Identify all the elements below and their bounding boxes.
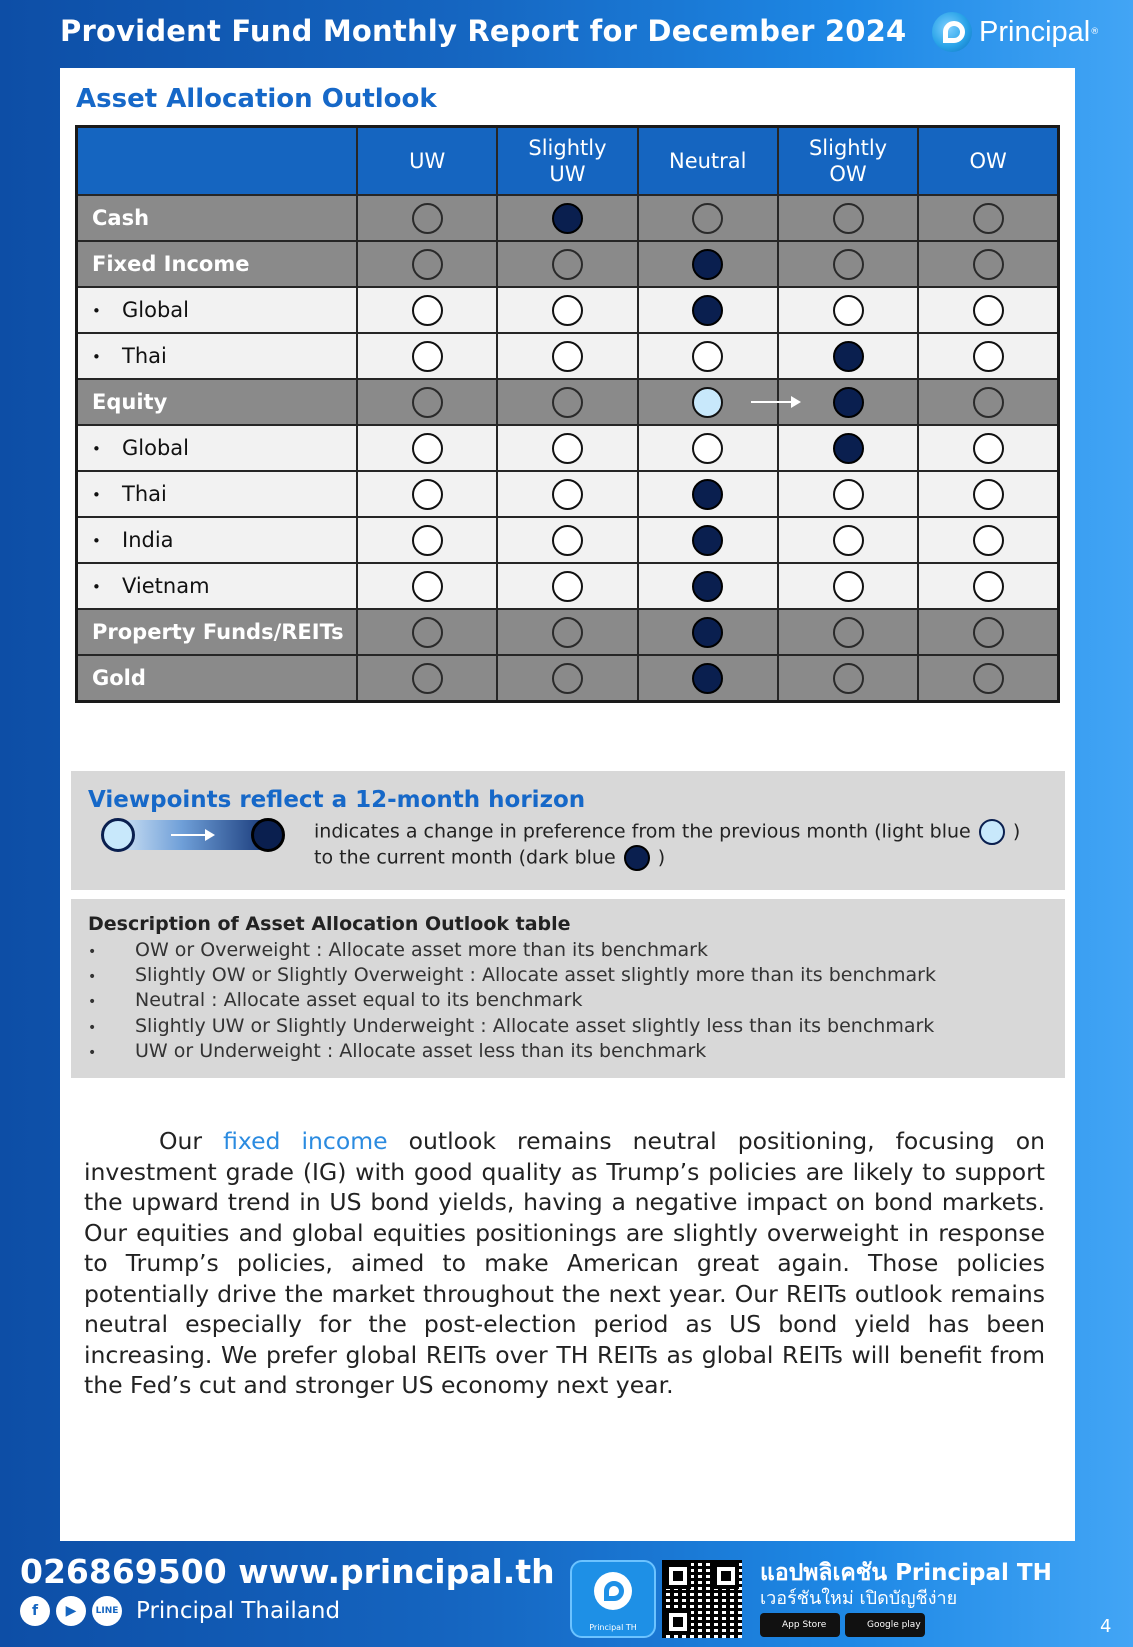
column-header: Slightly OW [778,127,918,196]
page-number: 4 [1100,1616,1112,1637]
allocation-cell [638,609,778,655]
empty-circle-icon [552,617,583,648]
allocation-table [75,125,1060,703]
table-row [77,609,1059,655]
allocation-cell [918,609,1058,655]
empty-circle-icon [412,525,443,556]
legend-line: indicates a change in preference from the previous month (light blue ) [314,819,1020,845]
empty-circle-icon [973,617,1004,648]
empty-circle-icon [412,387,443,418]
empty-circle-icon [552,341,583,372]
empty-circle-icon [973,571,1004,602]
empty-circle-icon [833,295,864,326]
line-icon[interactable]: LINE [92,1596,122,1626]
allocation-cell [638,517,778,563]
column-header: OW [918,127,1058,196]
empty-circle-icon [412,249,443,280]
description-title: Description of Asset Allocation Outlook table [88,913,571,935]
allocation-cell [357,287,497,333]
allocation-cell [778,655,918,702]
allocation-cell [918,563,1058,609]
social-links [20,1596,340,1626]
principal-logo-icon [932,12,972,52]
list-item: • Neutral : Allocate asset equal to its benchmark [88,989,583,1012]
table-row [77,655,1059,702]
allocation-cell [638,287,778,333]
list-item: • UW or Underweight : Allocate asset less than its benchmark [88,1039,707,1062]
allocation-cell [918,517,1058,563]
table-row [77,195,1059,241]
empty-circle-icon [833,249,864,280]
table-row [77,563,1059,609]
row-label: • Global [77,287,358,333]
empty-circle-icon [552,571,583,602]
allocation-cell [638,471,778,517]
allocation-cell [357,241,497,287]
allocation-cell [778,195,918,241]
empty-circle-icon [412,341,443,372]
row-label: • Global [77,425,358,471]
allocation-cell [778,287,918,333]
google-play-badge[interactable]: Google play [845,1613,925,1637]
selected-circle-icon [692,617,723,648]
allocation-cell [357,425,497,471]
allocation-cell [357,195,497,241]
app-tile[interactable] [570,1560,656,1638]
allocation-cell [778,241,918,287]
allocation-cell [357,563,497,609]
allocation-cell [497,333,637,379]
empty-circle-icon [552,249,583,280]
row-label: • India [77,517,358,563]
empty-circle-icon [973,525,1004,556]
empty-circle-icon [552,387,583,418]
empty-circle-icon [973,249,1004,280]
outlook-paragraph: Our fixed income outlook remains neutral positioning, focusing on investment grade (IG) with good quality as Trump’s policies are likely to support the upward trend in US bond yields, having a negative impact on bond markets. Our equities and global equities positionings are slightly overweight in response to Trump’s policies, aimed to make American great again. Those policies potentially drive the market throughout the next year. Our REITs outlook remains neutral especially for the post-election period as US bond yield has been increasing. We prefer global REITs over TH REITs as global REITs will benefit from the Fed’s cut and stronger US economy next year. [84,1127,1046,1399]
empty-circle-icon [692,203,723,234]
allocation-cell [638,655,778,702]
allocation-cell [638,195,778,241]
allocation-cell [778,609,918,655]
change-indicator [101,820,281,850]
empty-circle-icon [833,479,864,510]
allocation-cell [918,471,1058,517]
legend-line: to the current month (dark blue ) [314,845,665,871]
row-label: Property Funds/REITs [77,609,358,655]
app-tile-caption: Principal TH [589,1623,637,1632]
table-corner [77,127,358,196]
allocation-cell [638,563,778,609]
table-row [77,471,1059,517]
allocation-cell [778,471,918,517]
table-row [77,517,1059,563]
allocation-cell [357,655,497,702]
selected-circle-icon [692,525,723,556]
qr-code-icon [662,1560,742,1638]
selected-circle-icon [833,433,864,464]
row-label: Cash [77,195,358,241]
allocation-cell [357,379,497,425]
empty-circle-icon [412,479,443,510]
app-title: แอปพลิเคชัน Principal TH [760,1560,1052,1586]
allocation-cell [918,287,1058,333]
selected-circle-icon [692,295,723,326]
allocation-cell [357,517,497,563]
legend-title: Viewpoints reflect a 12-month horizon [88,787,586,813]
row-label: • Thai [77,471,358,517]
empty-circle-icon [833,617,864,648]
allocation-cell [778,517,918,563]
empty-circle-icon [412,433,443,464]
highlight-term: fixed income [223,1127,388,1155]
empty-circle-icon [412,663,443,694]
selected-circle-icon [692,249,723,280]
allocation-cell [357,471,497,517]
empty-circle-icon [412,571,443,602]
report-page [60,68,1075,1541]
list-item: • Slightly OW or Slightly Overweight : Allocate asset slightly more than its benchmark [88,964,936,987]
list-item: • OW or Overweight : Allocate asset more than its benchmark [88,939,708,961]
empty-circle-icon [552,295,583,326]
description-list [88,938,936,1064]
allocation-cell [918,333,1058,379]
allocation-cell [497,655,637,702]
empty-circle-icon [973,663,1004,694]
description-box [71,899,1065,1078]
allocation-cell [357,609,497,655]
allocation-cell [778,379,918,425]
allocation-cell [497,471,637,517]
allocation-cell [497,241,637,287]
empty-circle-icon [412,203,443,234]
previous-month-dot-icon [101,818,135,852]
list-item: • Slightly UW or Slightly Underweight : Allocate asset slightly less than its benchmark [88,1014,935,1037]
allocation-cell [497,517,637,563]
allocation-cell [778,425,918,471]
empty-circle-icon [412,295,443,326]
allocation-cell [497,563,637,609]
table-row [77,287,1059,333]
dark-blue-dot-icon [624,845,650,871]
empty-circle-icon [973,387,1004,418]
horizon-legend [71,771,1065,890]
column-header: Slightly UW [497,127,637,196]
allocation-cell [918,241,1058,287]
social-brand: Principal Thailand [136,1598,341,1624]
allocation-cell [497,425,637,471]
empty-circle-icon [552,479,583,510]
allocation-cell [497,195,637,241]
allocation-cell [497,379,637,425]
empty-circle-icon [692,341,723,372]
table-row [77,333,1059,379]
allocation-cell [918,425,1058,471]
column-header: UW [357,127,497,196]
empty-circle-icon [833,571,864,602]
empty-circle-icon [973,433,1004,464]
row-label: • Vietnam [77,563,358,609]
empty-circle-icon [552,433,583,464]
selected-circle-icon [833,341,864,372]
empty-circle-icon [973,479,1004,510]
app-subtitle: เวอร์ชันใหม่ เปิดบัญชีง่าย [760,1588,958,1609]
facebook-icon[interactable]: f [20,1596,50,1626]
allocation-cell [918,195,1058,241]
previous-circle-icon [692,387,723,418]
brand-name: Principal [979,15,1091,48]
allocation-cell [497,287,637,333]
column-header: Neutral [638,127,778,196]
allocation-cell [638,241,778,287]
empty-circle-icon [833,203,864,234]
row-label: Equity [77,379,358,425]
allocation-cell [918,379,1058,425]
allocation-cell [778,563,918,609]
row-label: • Thai [77,333,358,379]
empty-circle-icon [973,295,1004,326]
principal-app-icon [594,1572,632,1610]
arrow-right-icon [171,834,211,836]
contact-line[interactable]: 026869500 www.principal.th [20,1552,555,1591]
table-header-row [77,127,1059,196]
empty-circle-icon [552,525,583,556]
allocation-cell [638,425,778,471]
light-blue-dot-icon [979,819,1005,845]
section-title: Asset Allocation Outlook [76,84,437,114]
empty-circle-icon [692,433,723,464]
empty-circle-icon [973,341,1004,372]
empty-circle-icon [412,617,443,648]
allocation-cell [778,333,918,379]
current-month-dot-icon [251,818,285,852]
allocation-cell [638,333,778,379]
youtube-icon[interactable]: ▶ [56,1596,86,1626]
empty-circle-icon [973,203,1004,234]
selected-circle-icon [692,571,723,602]
allocation-cell [497,609,637,655]
selected-circle-icon [692,479,723,510]
allocation-cell [357,333,497,379]
empty-circle-icon [833,663,864,694]
empty-circle-icon [552,663,583,694]
principal-logo: Principal ® [932,12,1099,52]
table-body [77,195,1059,702]
app-store-badge[interactable]: App Store [760,1613,840,1637]
selected-circle-icon [692,663,723,694]
selected-circle-icon [833,387,864,418]
allocation-cell [918,655,1058,702]
row-label: Gold [77,655,358,702]
report-title: Provident Fund Monthly Report for December 2024 [60,14,907,48]
selected-circle-icon [552,203,583,234]
empty-circle-icon [833,525,864,556]
row-label: Fixed Income [77,241,358,287]
table-row [77,241,1059,287]
arrow-right-icon [751,401,799,403]
table-row [77,425,1059,471]
table-row [77,379,1059,425]
